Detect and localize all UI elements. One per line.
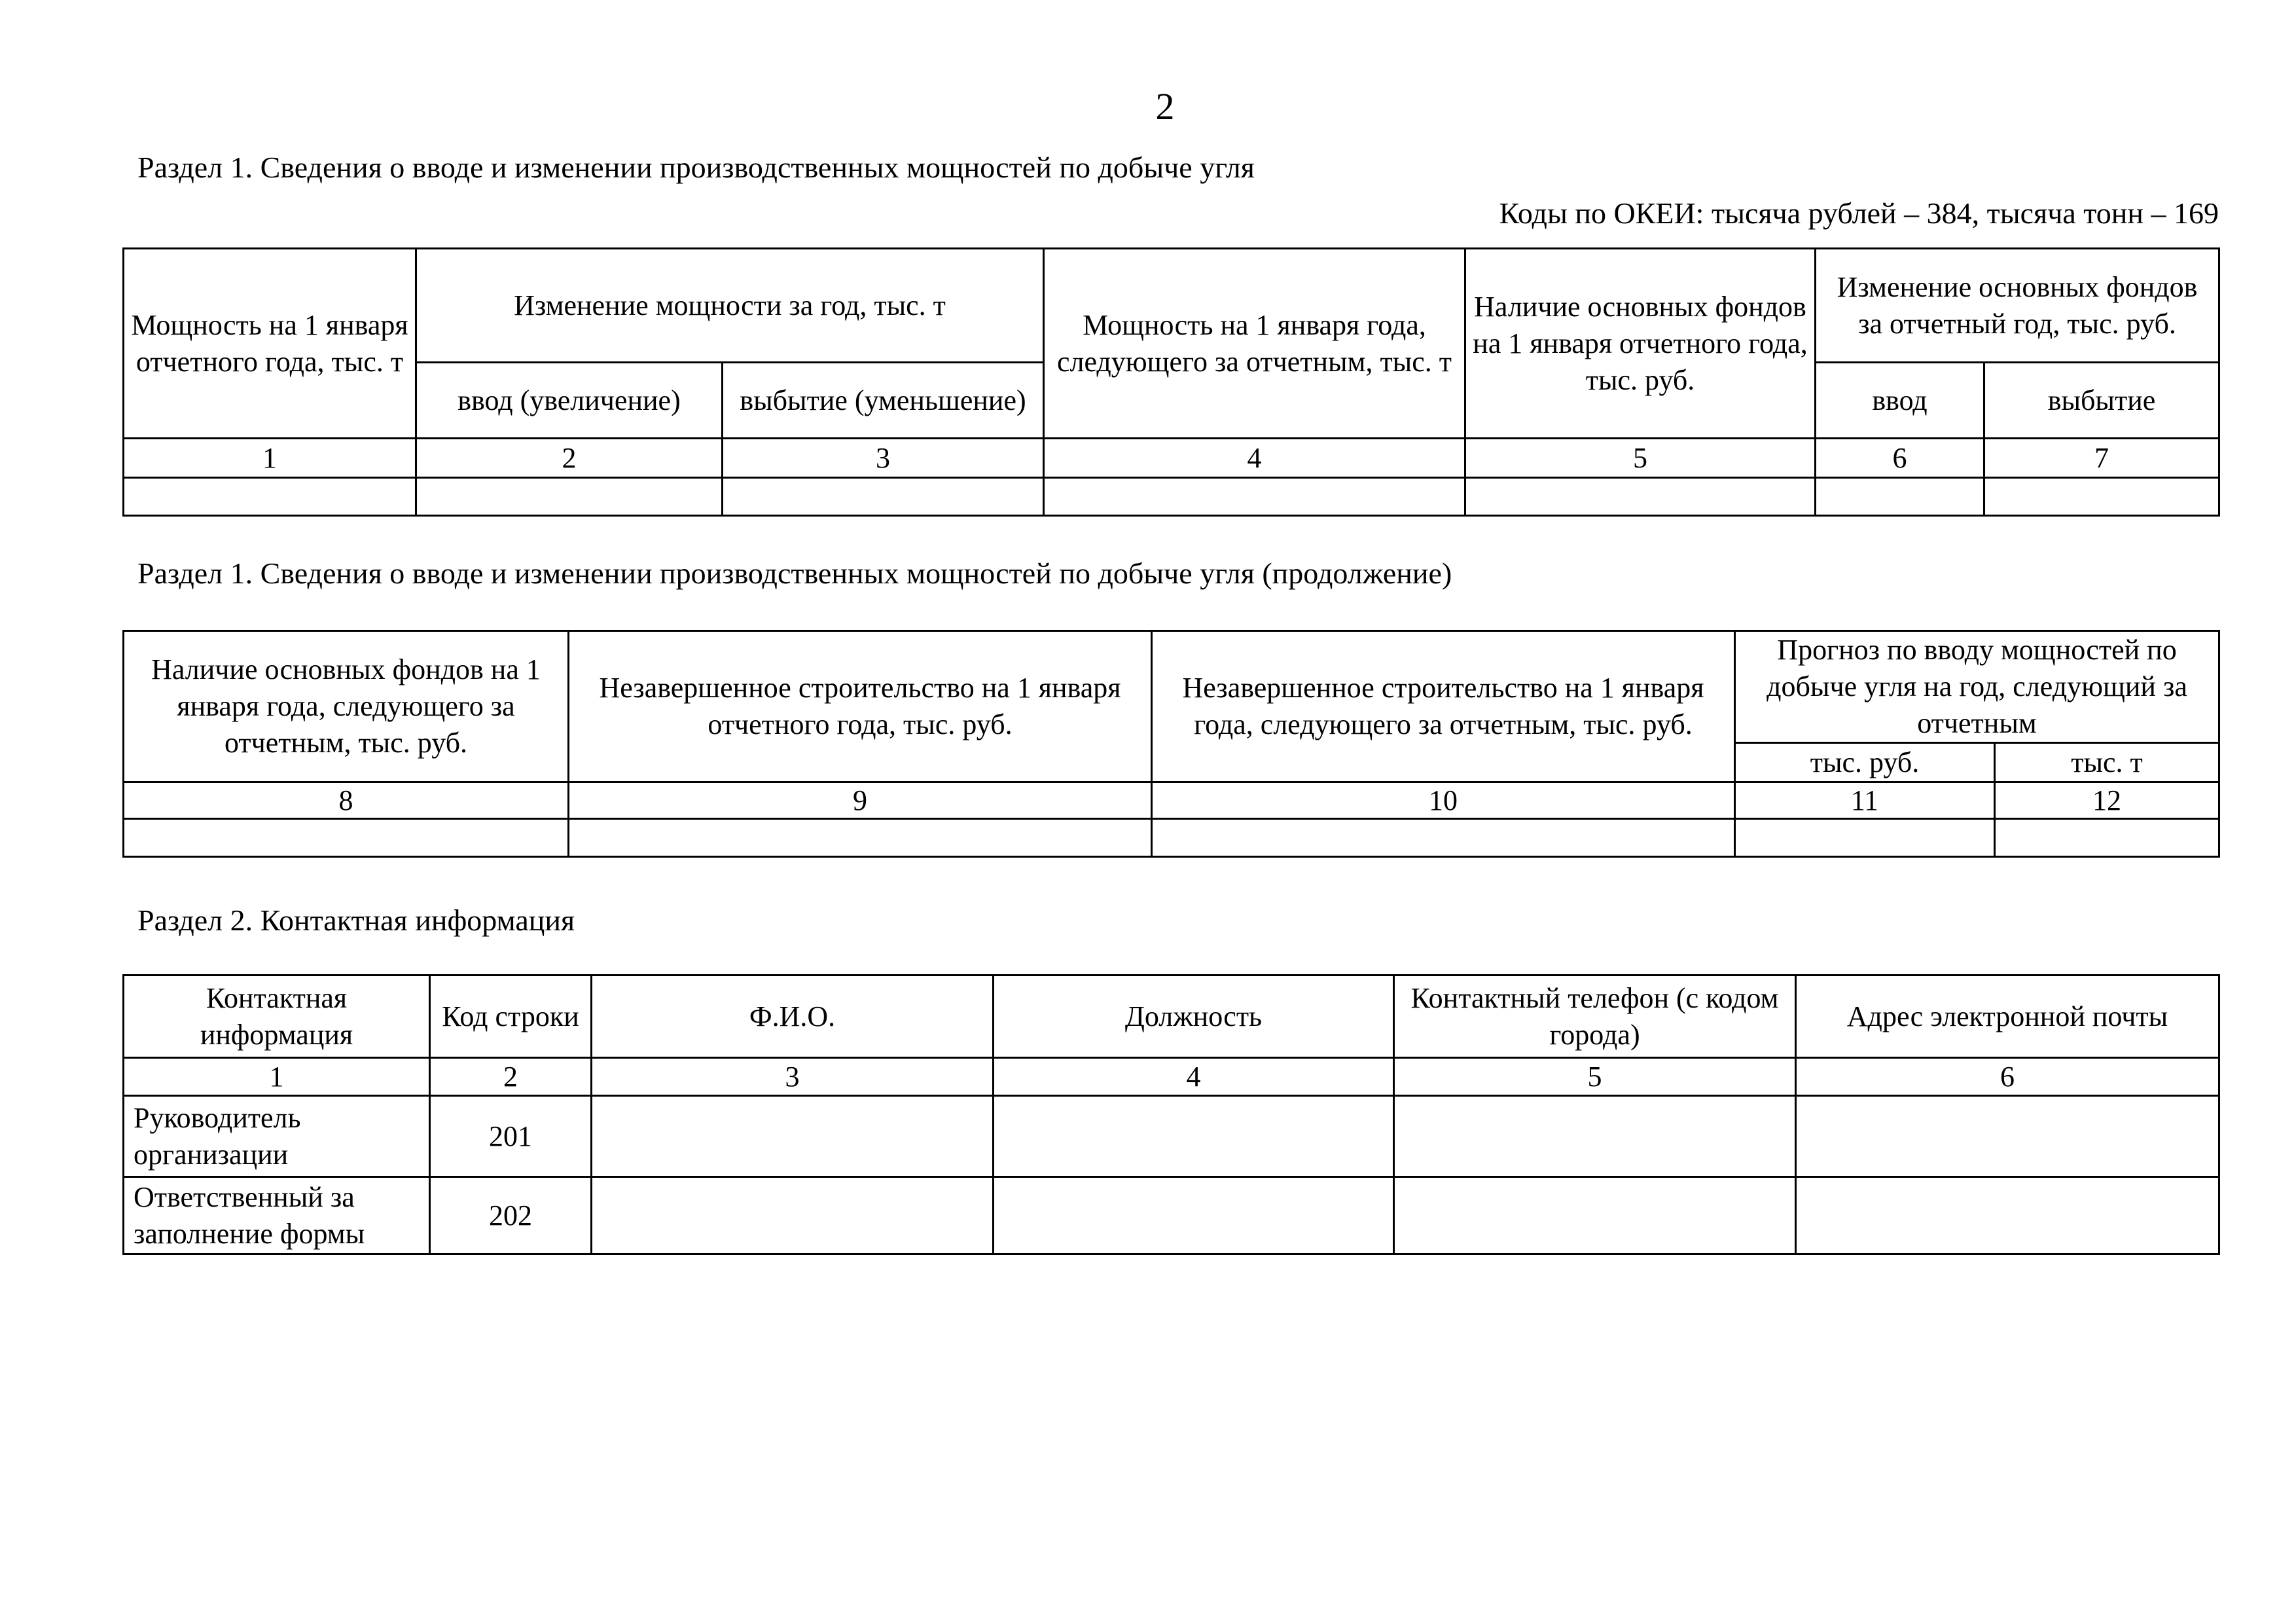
column-number: 8 [124,782,569,819]
column-number: 1 [124,1058,430,1096]
data-cell-col9[interactable] [569,819,1152,857]
header-fixed-assets-start: Наличие основных фондов на 1 января отчетного года, тыс. руб. [1465,249,1816,439]
section1-table [122,247,2220,517]
page-number: 2 [1155,85,1175,128]
data-cell-col3[interactable] [723,478,1044,516]
header-capacity-increase: ввод (увеличение) [416,363,723,439]
header-construction-next-year: Незавершенное строительство на 1 января года, следующего за отчетным, тыс. руб. [1152,631,1735,782]
head-email-cell[interactable] [1796,1096,2219,1177]
header-full-name: Ф.И.О. [592,976,994,1058]
header-phone: Контактный телефон (с кодом города) [1394,976,1796,1058]
responsible-phone-cell[interactable] [1394,1177,1796,1254]
row-code-202: 202 [430,1177,592,1254]
column-number: 7 [1984,439,2219,478]
header-email: Адрес электронной почты [1796,976,2219,1058]
data-cell-col2[interactable] [416,478,723,516]
header-assets-input: ввод [1816,363,1984,439]
data-cell-col10[interactable] [1152,819,1735,857]
row-label-head: Руководитель организации [124,1096,430,1177]
data-cell-col5[interactable] [1465,478,1816,516]
header-contact-info: Контактная информация [124,976,430,1058]
column-number: 4 [1044,439,1465,478]
section1-cont-table [122,630,2220,858]
section2-title: Раздел 2. Контактная информация [137,903,575,937]
header-fixed-assets-next-year: Наличие основных фондов на 1 января года, следующего за отчетным, тыс. руб. [124,631,569,782]
column-number: 4 [994,1058,1394,1096]
column-number: 6 [1816,439,1984,478]
column-number: 5 [1465,439,1816,478]
data-cell-col11[interactable] [1735,819,1995,857]
section1-title: Раздел 1. Сведения о вводе и изменении производственных мощностей по добыче угля [137,151,1255,184]
header-row-code: Код строки [430,976,592,1058]
column-number: 1 [124,439,416,478]
data-cell-col8[interactable] [124,819,569,857]
okei-codes: Коды по ОКЕИ: тысяча рублей – 384, тысяча тонн – 169 [1499,196,2219,230]
section1-cont-title: Раздел 1. Сведения о вводе и изменении производственных мощностей по добыче угля (продолжение) [137,556,1452,590]
header-fixed-assets-change: Изменение основных фондов за отчетный год, тыс. руб. [1816,249,2219,363]
data-cell-col6[interactable] [1816,478,1984,516]
column-number: 10 [1152,782,1735,819]
head-position-cell[interactable] [994,1096,1394,1177]
head-phone-cell[interactable] [1394,1096,1796,1177]
header-capacity-decrease: выбытие (уменьшение) [723,363,1044,439]
column-number: 12 [1995,782,2219,819]
responsible-full-name-cell[interactable] [592,1177,994,1254]
row-code-201: 201 [430,1096,592,1177]
header-position: Должность [994,976,1394,1058]
header-assets-disposal: выбытие [1984,363,2219,439]
column-number: 2 [430,1058,592,1096]
responsible-email-cell[interactable] [1796,1177,2219,1254]
column-number: 2 [416,439,723,478]
column-number: 3 [592,1058,994,1096]
row-label-responsible: Ответственный за заполнение формы [124,1177,430,1254]
header-forecast-tons: тыс. т [1995,743,2219,782]
column-number: 11 [1735,782,1995,819]
column-number: 6 [1796,1058,2219,1096]
data-cell-col12[interactable] [1995,819,2219,857]
column-number: 3 [723,439,1044,478]
column-number: 9 [569,782,1152,819]
column-number: 5 [1394,1058,1796,1096]
responsible-position-cell[interactable] [994,1177,1394,1254]
data-cell-col1[interactable] [124,478,416,516]
head-full-name-cell[interactable] [592,1096,994,1177]
header-capacity-change: Изменение мощности за год, тыс. т [416,249,1044,363]
data-cell-col4[interactable] [1044,478,1465,516]
header-forecast-rub: тыс. руб. [1735,743,1995,782]
header-construction-start: Незавершенное строительство на 1 января отчетного года, тыс. руб. [569,631,1152,782]
header-capacity-next-year: Мощность на 1 января года, следующего за отчетным, тыс. т [1044,249,1465,439]
header-forecast: Прогноз по вводу мощностей по добыче угля на год, следующий за отчетным [1735,631,2219,743]
contact-table [122,974,2220,1255]
data-cell-col7[interactable] [1984,478,2219,516]
header-capacity-start: Мощность на 1 января отчетного года, тыс. т [124,249,416,439]
